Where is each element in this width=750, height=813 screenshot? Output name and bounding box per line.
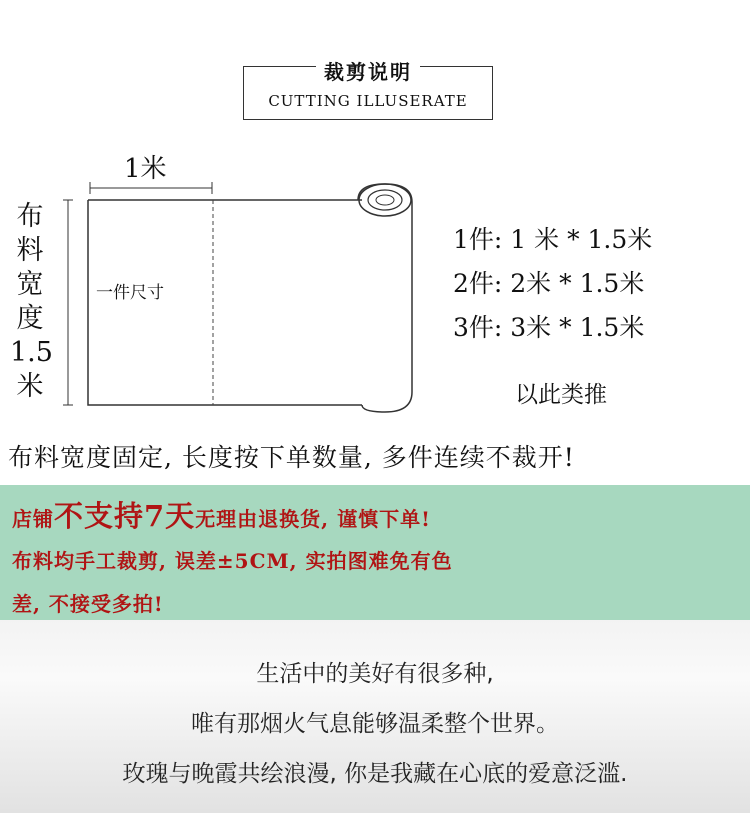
title-cn: 裁剪说明 <box>243 56 493 85</box>
spec-item-3: 3件: 3米 * 1.5米 <box>453 313 645 342</box>
side-width-label: 布料宽度1.5米 <box>10 201 53 402</box>
notice-line-3: 差, 不接受多拍! <box>12 592 164 616</box>
title-en: CUTTING ILLUSERATE <box>268 92 468 110</box>
poem-line-2: 唯有那烟火气息能够温柔整个世界。 <box>191 711 559 737</box>
poem-line-1: 生活中的美好有很多种, <box>256 661 494 687</box>
notice-line-2: 布料均手工裁剪, 误差±5CM, 实拍图难免有色 <box>12 549 453 573</box>
poem-line-3: 玫瑰与晚霞共绘浪漫, 你是我藏在心底的爱意泛滥. <box>122 761 628 787</box>
fabric-length-note: 布料宽度固定, 长度按下单数量, 多件连续不裁开! <box>8 443 575 472</box>
fabric-roll-diagram <box>0 150 430 420</box>
spec-note: 以此类推 <box>515 382 607 408</box>
width-dimension-label: 1米 <box>124 154 167 184</box>
piece-size-label: 一件尺寸 <box>96 283 164 303</box>
spec-item-2: 2件: 2米 * 1.5米 <box>453 269 645 298</box>
notice-line-1: 店铺不支持7天无理由退换货, 谨慎下单! <box>12 499 431 533</box>
spec-item-1: 1件: 1 米 * 1.5米 <box>453 225 653 254</box>
